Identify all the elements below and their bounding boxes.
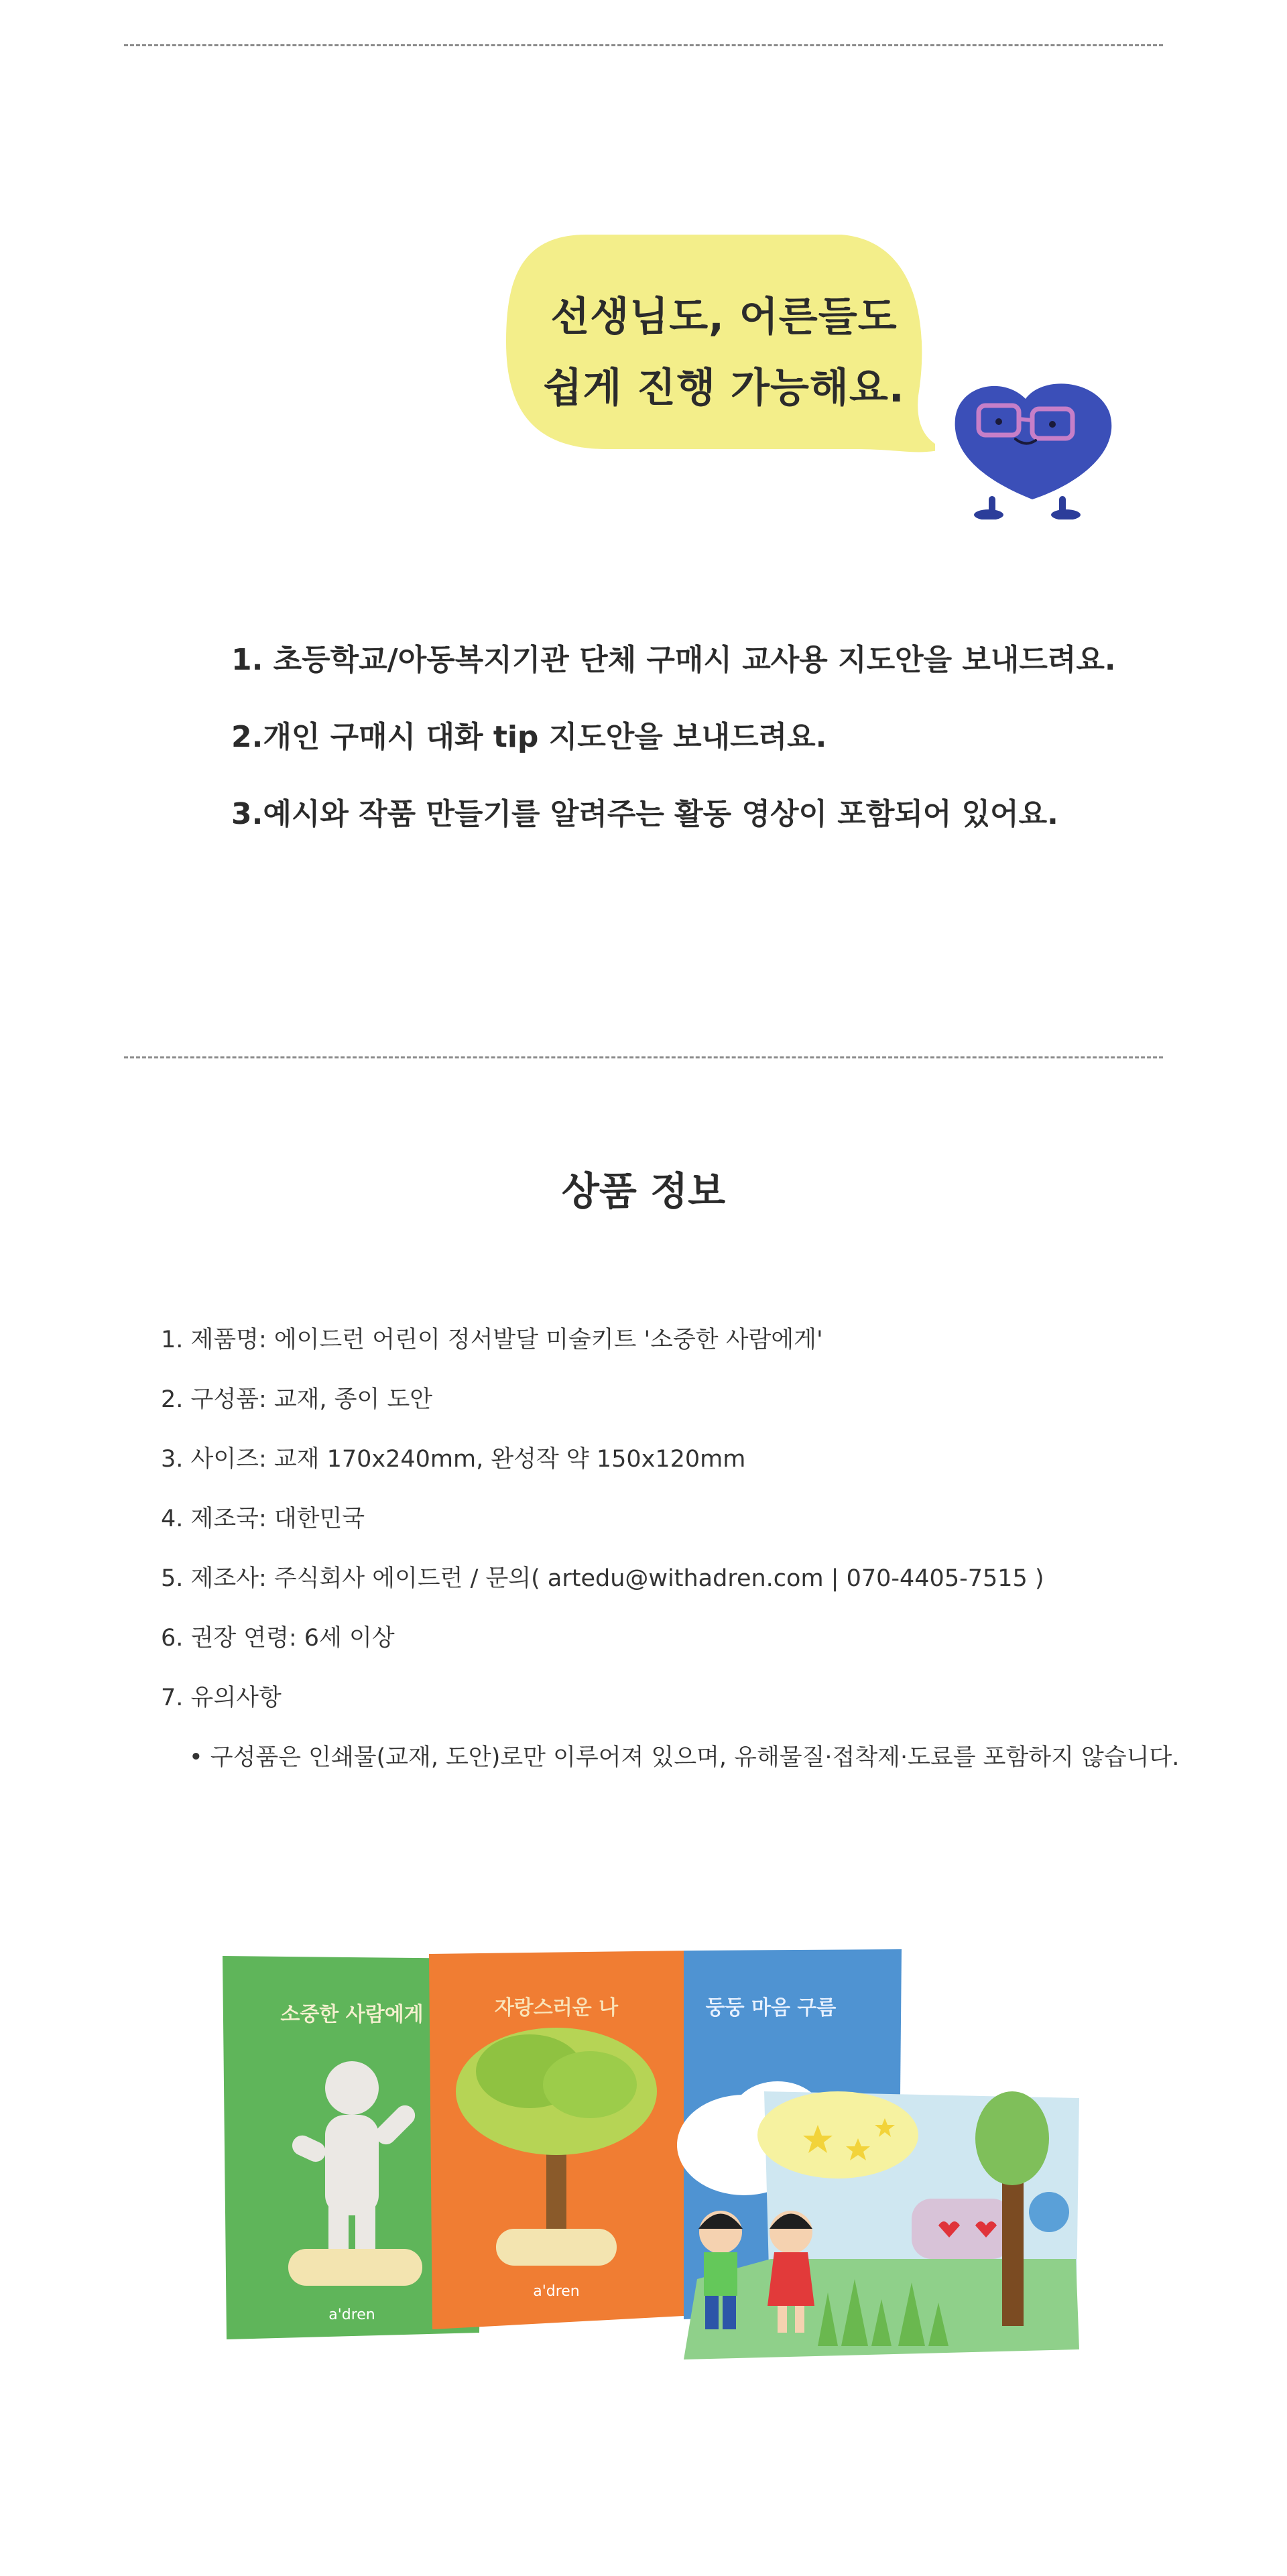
product-info-title: 상품 정보	[561, 1168, 726, 1214]
product-kit-photo	[214, 1944, 1099, 2373]
brand-logo-orange: a'dren	[533, 2283, 580, 2300]
speech-bubble	[506, 228, 935, 466]
book-title-orange: 자랑스러운 나	[494, 1996, 619, 2020]
info-item-caution: 7. 유의사항	[161, 1684, 282, 1711]
brand-logo-green: a'dren	[328, 2307, 375, 2323]
speech-line-1: 선생님도, 어른들도	[550, 294, 898, 341]
info-caution-note: • 구성품은 인쇄물(교재, 도안)로만 이루어져 있으며, 유해물질·접착제·도료를 포함하지 않습니다.	[189, 1744, 1180, 1771]
section-divider	[124, 44, 1163, 46]
teacher-guide-list	[231, 637, 1170, 868]
info-item-country: 4. 제조국: 대한민국	[161, 1506, 365, 1532]
book-title-green: 소중한 사람에게	[280, 2003, 424, 2026]
info-item-name: 1. 제품명: 에이드런 어린이 정서발달 미술키트 '소중한 사람에게'	[161, 1327, 823, 1353]
info-item-size: 3. 사이즈: 교재 170x240mm, 완성작 약 150x120mm	[161, 1446, 746, 1473]
speech-line-2: 쉽게 진행 가능해요.	[543, 365, 905, 412]
info-item-age: 6. 권장 연령: 6세 이상	[161, 1625, 395, 1652]
heart-mascot-illustration	[942, 372, 1123, 519]
info-item-components: 2. 구성품: 교재, 종이 도안	[161, 1386, 433, 1413]
book-orange	[429, 1951, 687, 2329]
book-title-blue: 둥둥 마음 구름	[705, 1996, 837, 2020]
guide-item: 1. 초등학교/아동복지기관 단체 구매시 교사용 지도안을 보내드려요.	[231, 643, 1116, 677]
guide-item: 2.개인 구매시 대화 tip 지도안을 보내드려요.	[231, 720, 827, 754]
section-divider	[124, 1056, 1163, 1058]
info-item-manufacturer: 5. 제조사: 주식회사 에이드런 / 문의( artedu@withadren.com | 070-4405-7515 )	[161, 1565, 1044, 1592]
product-info-list	[161, 1324, 1233, 1801]
guide-item: 3.예시와 작품 만들기를 알려주는 활동 영상이 포함되어 있어요.	[231, 797, 1058, 831]
